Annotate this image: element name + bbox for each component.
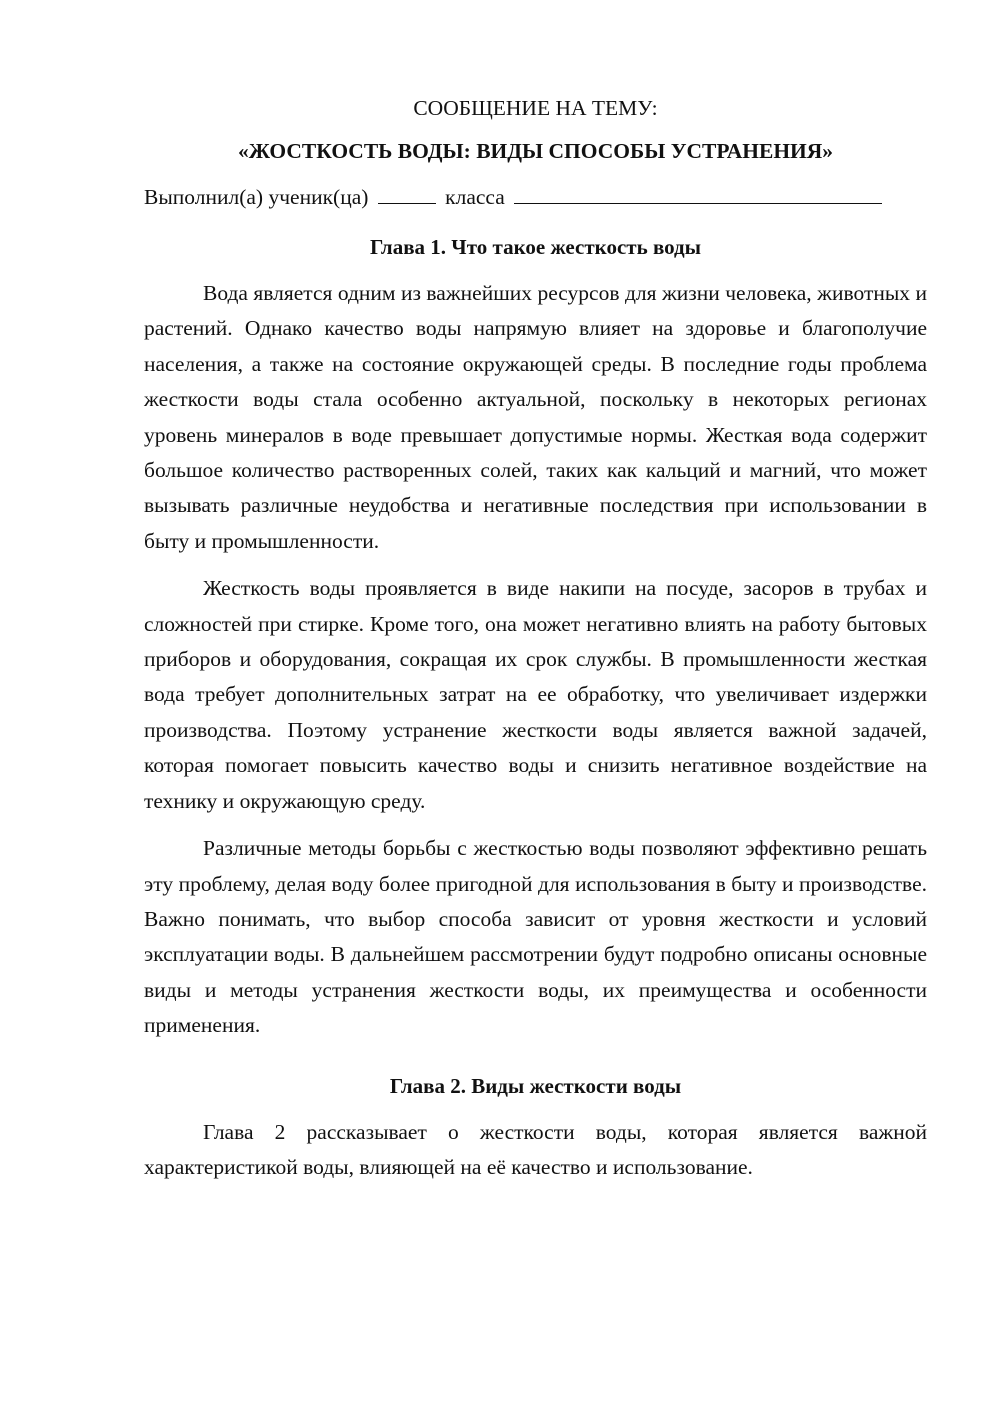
class-number-blank — [378, 181, 436, 204]
class-letter-blank — [514, 181, 882, 204]
chapter-1-title: Глава 1. Что такое жесткость воды — [369, 235, 702, 259]
chapter-1-paragraph: Вода является одним из важнейших ресурсов для жизни человека, животных и растений. Однако качество воды напрямую влияет на здоровье и благополучие населения, а также на состояние окружающей среды. В последние годы проблема жесткости воды стала особенно актуальной, поскольку в некоторых регионах уровень минералов в воде превышает допустимые нормы. Жесткая вода содержит большое количество растворенных солей, таких как кальций и магний, что может вызывать различные неудобства и негативные последствия при использовании в быту и промышленности. — [144, 281, 927, 553]
document-type: СООБЩЕНИЕ НА ТЕМУ: — [413, 96, 658, 120]
chapter-2-title: Глава 2. Виды жесткости воды — [389, 1073, 682, 1098]
author-label: Выполнил(а) ученик(ца) — [144, 185, 369, 209]
document-title: «ЖОСТКОСТЬ ВОДЫ: ВИДЫ СПОСОБЫ УСТРАНЕНИЯ» — [237, 139, 834, 163]
chapter-1-paragraph: Различные методы борьбы с жесткостью воды позволяют эффективно решать эту проблему, делая воду более пригодной для использования в быту и производстве. Важно понимать, что выбор способа зависит от уровня жесткости и условий эксплуатации воды. В дальнейшем рассмотрении будут подробно описаны основные виды и методы устранения жесткости воды, их преимущества и особенности применения. — [144, 836, 927, 1038]
chapter-2-paragraph: Глава 2 рассказывает о жесткости воды, которая является важной характеристикой воды, влияющей на её качество и использование. — [144, 1119, 927, 1179]
author-line — [144, 181, 927, 213]
chapter-1-paragraph: Жесткость воды проявляется в виде накипи на посуде, засоров в трубах и сложностей при стирке. Кроме того, она может негативно влиять на работу бытовых приборов и оборудования, сокращая их срок службы. В промышленности жесткая вода требует дополнительных затрат на ее обработку, что увеличивает издержки производства. Поэтому устранение жесткости воды является важной задачей, которая помогает повысить качество воды и снизить негативное воздействие на технику и окружающую среду. — [144, 576, 927, 813]
class-label: класса — [445, 185, 505, 209]
